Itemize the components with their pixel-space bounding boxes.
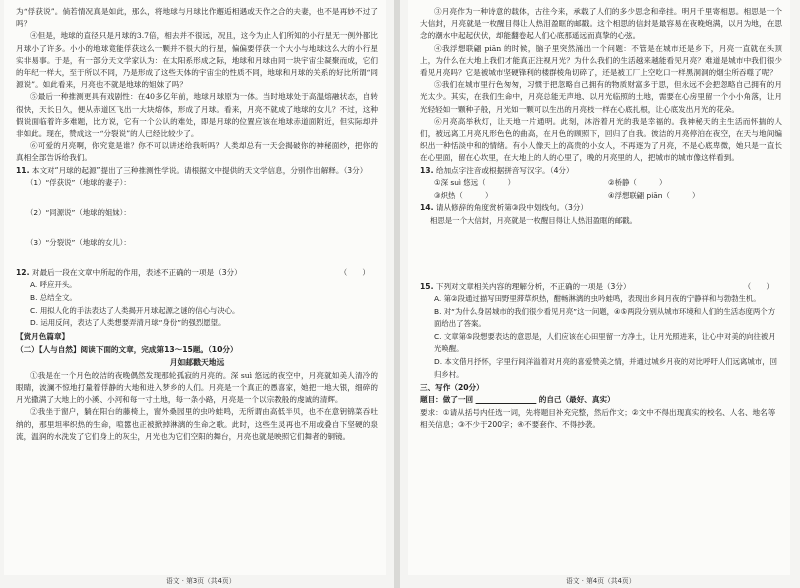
answer-paren: （ ） [339,268,370,278]
question-number: 12. [16,268,30,278]
option: C. 文章第⑤段想要表达的意思是，人们应该在心田里留一方净土，让月光照进来，让心中对美的向往被月光唤醒。 [434,331,776,354]
writing-requirements: 要求：①请从括号内任选一词，先将题目补充完整，然后作文；②文中不得出现真实的校名、人名、地名等相关信息；③不少于200字；④不要套作、不得抄袭。 [420,407,776,430]
paragraph: 为“俘获说”。倘若情况真是如此，那么，将地球与月球比作邂逅相遇或天作之合的夫妻，也不是再妙不过了吗？ [16,7,378,29]
pinyin-item: ②桥静（ ） [608,178,667,188]
quoted-sentence: 相思是一个大信封，月亮就是一枚醒目得让人热泪盈眶的邮戳。 [430,215,637,225]
option: B. 对“为什么身居城市的我们很少看见月亮”这一问题，④⑤两段分别从城市环境和人们的生活态度两个方面给出了答案。 [434,306,776,329]
question-14 [420,202,782,214]
question-11 [16,165,378,177]
option: A. 第②段通过描写田野里滞草炽热，酣畅淋漓的虫吟蛙鸣，表现出乡间月夜的宁静祥和与勃勃生机。 [434,294,761,304]
page-footer-right: 语文 · 第4页（共4页） [566,577,636,585]
paragraph: ①我是在一个月色皎洁的夜晚偶然发现那轮孤寂的月亮的。深 suì 悠远的夜空中，月亮就如美人清冷的眼睛，波澜不惊地打量着俘静的大地和进入梦乡的人们。月亮是一个真正的愚喜家，她把一地大银，细碎的月光撒满了大地上的小溪、小河和每一寸土地，每一条小路，月亮是一个以宗教般的虔诚的清辉。 [16,370,378,405]
page-footer-left: 语文 · 第3页（共4页） [166,577,236,585]
option: D. 运用反问，表达了人类想要弄清月球“身份”的强烈愿望。 [30,318,226,328]
paragraph: ⑤最后一种推测更具有戏剧性：在40多亿年前，地球月球原为一体。当时地球处于高温熔融状态，自转很快，天长日久，便从赤道区飞出一大块熔体，形成了月球。看来，月亮不就成了地球的女儿？不过，这种假说面临着许多难题，比方说，它有一个公认的难处，即是月球的位置应该在地球赤道面附近，但实际却并非如此。现在，赞成这一“分裂说”的人已经比较少了。 [16,92,378,139]
question-15 [420,281,782,293]
paragraph: ⑤我们在城市里行色匆匆，习惯于把忽略自己拥有的物质财富多于思，但永远不会把忽略自己拥有的月光太少。其实，在我们生命中，月亮总能无声地、以月光临照的土地，需要在心房里留一个小小角落，让月光轻轻如一颗种子般，月光如一颗可以生出的月亮枝一样在心底扎根，让心底发出月光的花朵。 [420,80,782,114]
page-gutter [394,0,400,588]
paragraph: ③月亮作为一种诗意的载体，古往今来，承载了人们的多少思念和牵挂。明月千里寄相思。相思是一个大信封，月亮就是一枚醒目得让人热泪盈眶的邮戳。这个相思的信封是最容易在夜晚炮满，以月为地，在思念的潮水中起起伏伏，却能翻卷起人们心底那遥远而真挚的心弦。 [420,7,782,41]
paragraph: ⑥可爱的月亮啊，你究竟是谁？你不可以讲述给我听吗？人类却总有一天会揭破你的神秘面纱，把你的真相全部告诉给我们。 [16,141,378,163]
answer-line: （3）“分裂说”（地球的女儿）： [26,238,131,248]
topic-tail: 的自己（最好、真实） [538,395,615,405]
section-heading: 【赏月色篇章】 [16,331,70,341]
pinyin-items [420,177,782,202]
paragraph: ⑥月亮高举秋灯，让天地一片通明。此刻，沐浴着月光的我是幸福的。我神秘天的主生活而怀揣的人们，被远离工月亮凡形色色的曲高，在月色的顾照下，回归了自我。彼洁的月亮停泊在夜空，在天与地间编织出一种恬淡中和的情绪。有小人像天上的高贵的小女人，不再逐为了月亮，不是心底卑微，她只是一直长在心里面，留在心坎里，在大地上的人的心里了，晚的月亮里的人，把城市的城市像这样看到。 [420,116,782,163]
topic-label: 题目：做了一回 [420,395,474,405]
option: D. 本文借月抒怀，字里行间洋溢着对月亮的喜爱赞美之情，并通过城乡月夜的对比呼吁人们远离城市，回归乡村。 [434,357,777,379]
writing-topic [420,394,782,406]
question-number: 15. [420,281,434,291]
question-number: 11. [16,165,30,175]
question-12 [16,267,378,279]
option: A. 呼应开头。 [30,280,77,290]
answer-line: （2）“同源说”（地球的姐妹）： [26,208,131,218]
paragraph: ②我坐于窗户，躺在阳台的藤椅上，窗外桑园里的虫吟蛙鸣，无所谓由高低半贝，也不在意钥锦菜吞吐纳的，那里坦率织热的生命，喧嚣也正被掀掉淋漓的生命之歌。此时，这些生灵再也不用或叠自下坚硬的泉流，温润的水洗发了它们身上的灰尘，月光也为它们空阳的舞台，月亮也就是映照它们舞者的铜镜。 [16,407,378,441]
option: B. 总结全文。 [30,293,77,303]
question-number: 13. [420,165,434,175]
question-text: 下列对文章相关内容的理解分析，不正确的一项是（3分） [435,281,631,291]
paragraph: ④我浮想联翩 piān 的时候，脑子里突然涌出一个问题：不管是在城市还是乡下，月亮一直就在头顶上，为什么在大地上我们才能真正注视月光？为什么我们的生活越来越能看见月亮？难道是城市中我们很少看见月亮吗？它是被城市坚硬锋利的楼群棱角切碎了，还是被工厂上空吃口一样黑洞洞的烟尘所吞噬了呢？ [420,43,782,78]
writing-heading: 三、写作（20分） [420,383,484,393]
question-13 [420,165,782,177]
reading-intro: （二）【人与自然】阅读下面的文章，完成第13～15题。（10分） [16,344,238,354]
question-text: 对最后一段在文章中所起的作用，表述不正确的一项是（3分） [31,268,242,278]
page-3 [4,0,386,575]
question-text: 本文对“月球的起源”提出了三种推测性学说。请根据文中提供的天文学信息，分别作出解释。（3分） [31,165,368,175]
question-text: 给加点字注音或根据拼音写汉字。（4分） [435,165,574,175]
question-number: 14. [420,203,434,213]
pinyin-item: ③炽热（ ） [434,190,493,200]
option: C. 用拟人化的手法表达了人类揭开月球起源之谜的信心与决心。 [30,305,240,315]
pinyin-item: ④浮想联翩 piān（ ） [608,190,700,200]
pinyin-item: ①深 suì 悠远（ ） [434,178,516,188]
question-text: 请从修辞的角度赏析第③段中划线句。（3分） [435,203,588,213]
answer-paren: （ ） [743,281,774,291]
paragraph: ④但是，地球的直径只是月球的3.7倍，相去并不很远，况且，这今为止人们所知的小行星无一例外都比月球小了许多。小小的地球竟能俘获这么一颗并不很大的行星，偏偏要俘获一个大小与地球这么大的小行星实非易事。于是，有一部分天文学家认为：在太阳系形成之际，地球和月球由同一块宇宙尘凝聚而成，它们的年纪一样大，至于所以不同，乃是形成了这些天体的宇宙尘的性质不同，地球和月球的关系的好比所谓“同源说”。如此看来，月亮也不就是地球的姐妹了吗？ [16,31,378,90]
answer-line: （1）“俘获说”（地球的妻子）： [26,178,131,188]
page-4 [408,0,790,575]
article-title: 月如邮戳天地远 [169,357,225,367]
